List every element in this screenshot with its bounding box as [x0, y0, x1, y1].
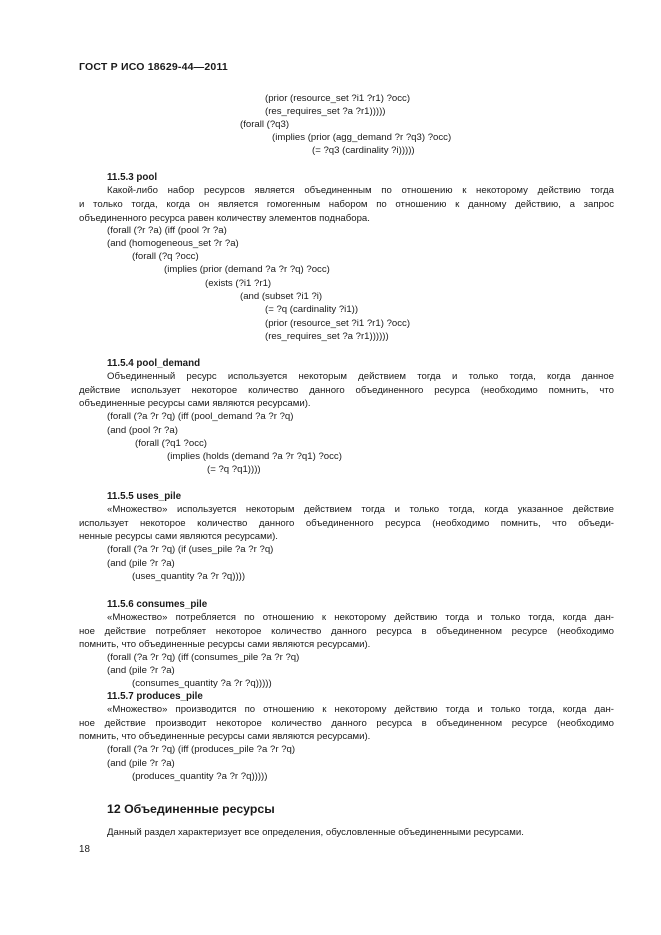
code-line: (produces_quantity ?a ?r ?q))))) — [132, 771, 268, 782]
paragraph-line: Объединенный ресурс используется некоторым действием тогда и только тогда, когда данное — [107, 371, 614, 382]
paragraph-line: ное действие потребляет некоторое количество данного ресурса в объединенном ресурсе (необходимо — [79, 626, 614, 637]
page-number: 18 — [79, 844, 90, 855]
document-header: ГОСТ Р ИСО 18629-44—2011 — [79, 61, 228, 73]
paragraph-line: использует некоторое количество данного объединенного ресурса (необходимо помнить, что объеди- — [79, 518, 614, 529]
code-line: (prior (resource_set ?i1 ?r1) ?occ) — [265, 93, 411, 104]
code-line: (and (subset ?i1 ?i) — [240, 291, 323, 302]
code-line: (uses_quantity ?a ?r ?q)))) — [132, 571, 246, 582]
paragraph-line: Какой-либо набор ресурсов является объединенным по отношению к некоторому действию тогда — [107, 185, 614, 196]
code-line: (forall (?a ?r ?q) (if (uses_pile ?a ?r ?q) — [107, 544, 274, 555]
code-line: (and (pile ?r ?a) — [107, 558, 175, 569]
paragraph-line: «Множество» используется некоторым действием тогда и только тогда, когда указанное действие — [107, 504, 614, 515]
paragraph-line: и только тогда, когда он является гомогенным набором по отношению к данному действию, а запрос — [79, 199, 614, 210]
code-line: (forall (?a ?r ?q) (iff (consumes_pile ?a ?r ?q) — [107, 652, 300, 663]
paragraph-line: «Множество» производится по отношению к некоторому действию тогда и только тогда, когда дан- — [107, 704, 614, 715]
code-line: (forall (?q3) — [240, 119, 290, 130]
subsection-title: 11.5.5 uses_pile — [107, 491, 182, 502]
code-line: (and (pool ?r ?a) — [107, 425, 178, 436]
paragraph-line: действие использует некоторое количество данного объединенного ресурса (необходимо помнить, что — [79, 385, 614, 396]
paragraph-line: помнить, что объединенные ресурсы сами являются ресурсами). — [79, 639, 371, 650]
code-line: (res_requires_set ?a ?r1)))))) — [265, 331, 389, 342]
paragraph-line: ненные ресурсы сами являются ресурсами). — [79, 531, 278, 542]
subsection-title: 11.5.4 pool_demand — [107, 358, 201, 369]
code-line: (forall (?q1 ?occ) — [135, 438, 207, 449]
paragraph-line: объединенные ресурсы сами являются ресурсами). — [79, 398, 311, 409]
code-line: (forall (?a ?r ?q) (iff (produces_pile ?a ?r ?q) — [107, 744, 296, 755]
code-line: (forall (?q ?occ) — [132, 251, 199, 262]
code-line: (and (pile ?r ?a) — [107, 665, 175, 676]
code-line: (= ?q3 (cardinality ?i))))) — [312, 145, 415, 156]
code-line: (= ?q ?q1)))) — [207, 464, 261, 475]
code-line: (forall (?r ?a) (iff (pool ?r ?a) — [107, 225, 227, 236]
code-line: (implies (prior (agg_demand ?r ?q3) ?occ) — [272, 132, 452, 143]
subsection-title: 11.5.7 produces_pile — [107, 691, 203, 702]
section-heading: 12 Объединенные ресурсы — [107, 802, 275, 816]
code-line: (exists (?i1 ?r1) — [205, 278, 272, 289]
code-line: (consumes_quantity ?a ?r ?q))))) — [132, 678, 272, 689]
code-line: (prior (resource_set ?i1 ?r1) ?occ) — [265, 318, 411, 329]
paragraph-line: «Множество» потребляется по отношению к некоторому действию тогда и только тогда, когда дан- — [107, 612, 614, 623]
code-line: (= ?q (cardinality ?i1)) — [265, 304, 359, 315]
paragraph-line: помнить, что объединенные ресурсы сами являются ресурсами). — [79, 731, 371, 742]
code-line: (and (homogeneous_set ?r ?a) — [107, 238, 239, 249]
code-line: (forall (?a ?r ?q) (iff (pool_demand ?a ?r ?q) — [107, 411, 294, 422]
paragraph-line: объединенного ресурса равен количеству элементов поднабора. — [79, 213, 370, 224]
code-line: (implies (holds (demand ?a ?r ?q1) ?occ) — [167, 451, 342, 462]
code-line: (implies (prior (demand ?a ?r ?q) ?occ) — [164, 264, 330, 275]
paragraph-line: ное действие производит некоторое количество данного ресурса в объединенном ресурсе (необходимо — [79, 718, 614, 729]
subsection-title: 11.5.3 pool — [107, 172, 158, 183]
subsection-title: 11.5.6 consumes_pile — [107, 599, 208, 610]
code-line: (and (pile ?r ?a) — [107, 758, 175, 769]
code-line: (res_requires_set ?a ?r1))))) — [265, 106, 386, 117]
paragraph-line: Данный раздел характеризует все определения, обусловленные объединенными ресурсами. — [107, 827, 524, 838]
